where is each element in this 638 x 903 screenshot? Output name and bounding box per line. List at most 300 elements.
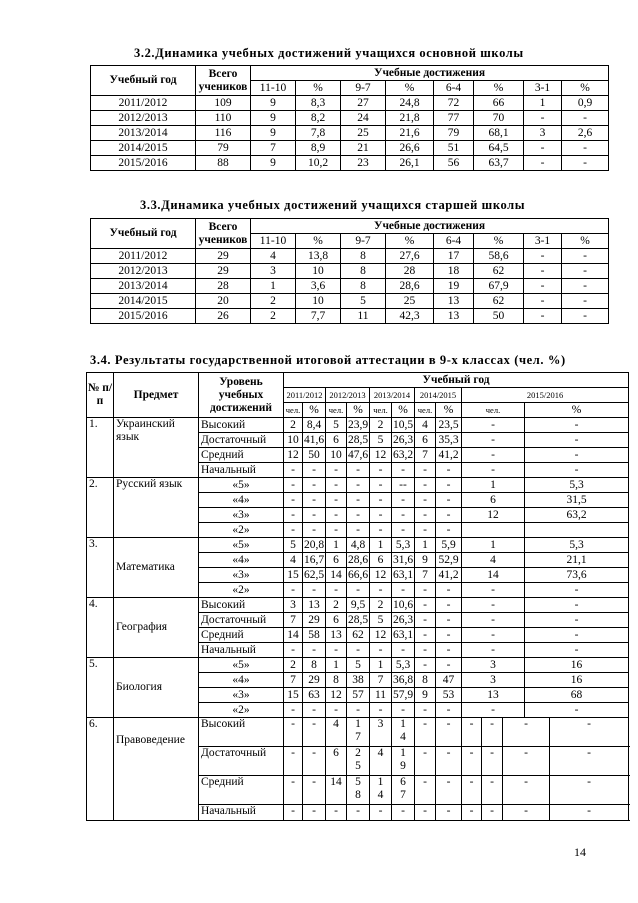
table-cell: 25 bbox=[386, 294, 434, 309]
value-cell: - bbox=[462, 448, 525, 463]
value-cell: 1 bbox=[370, 658, 392, 673]
table-cell: 19 bbox=[434, 279, 474, 294]
table-3-2-title: 3.2.Динамика учебных достижений учащихся основной школы bbox=[134, 46, 524, 60]
value-cell: - bbox=[462, 463, 525, 478]
value-cell: 57,9 bbox=[392, 688, 414, 701]
col-num-header: № п/п bbox=[87, 373, 114, 418]
value-cell: 38 bbox=[347, 673, 370, 688]
value-digit: - bbox=[469, 805, 474, 817]
value-cell: 6 bbox=[462, 493, 525, 508]
table-cell: 10,2 bbox=[296, 156, 341, 171]
value-cell: 12 bbox=[326, 688, 347, 703]
table-cell: - bbox=[562, 141, 609, 156]
value-cell bbox=[370, 805, 392, 821]
value-cell: 7 bbox=[284, 613, 303, 628]
value-digit: - bbox=[587, 747, 591, 759]
value-digit: - bbox=[312, 747, 316, 759]
sub-header-cell: 6-4 bbox=[434, 234, 474, 249]
table-cell: 21,8 bbox=[386, 111, 434, 126]
value-cell: 63,1 bbox=[392, 628, 414, 641]
year-header-cell: 2013/2014 bbox=[370, 388, 415, 403]
value-cell: - bbox=[415, 598, 436, 613]
sub-header-cell: % bbox=[474, 234, 524, 249]
value-cell: - bbox=[392, 523, 415, 538]
value-cell: - bbox=[370, 508, 392, 523]
value-digit: 8 bbox=[355, 789, 361, 801]
value-cell: - bbox=[392, 463, 415, 478]
table-cell: 51 bbox=[434, 141, 474, 156]
table-cell: 1 bbox=[524, 96, 562, 111]
value-digit: - bbox=[524, 747, 528, 759]
value-cell bbox=[550, 747, 629, 776]
table-cell: 2015/2016 bbox=[91, 309, 196, 324]
value-cell: 50 bbox=[303, 448, 326, 463]
level-cell: Высокий bbox=[199, 718, 284, 747]
value-cell: 7 bbox=[284, 673, 303, 688]
table-cell: 1 bbox=[251, 279, 296, 294]
value-cell: 26,3 bbox=[392, 433, 414, 446]
table-row bbox=[91, 264, 609, 279]
table-cell: 8 bbox=[341, 264, 386, 279]
value-cell: 11 bbox=[370, 688, 392, 703]
value-cell: - bbox=[415, 583, 436, 598]
value-cell: - bbox=[525, 433, 629, 448]
value-digit: - bbox=[291, 776, 295, 788]
table-cell: 70 bbox=[474, 111, 524, 126]
level-cell: «2» bbox=[199, 703, 284, 718]
value-cell: 23,5 bbox=[436, 418, 462, 433]
value-cell: 5 bbox=[326, 418, 347, 433]
value-cell: 47,6 bbox=[347, 448, 369, 461]
value-digit: - bbox=[291, 718, 295, 730]
table-cell: 28 bbox=[386, 264, 434, 279]
value-digit: 1 bbox=[355, 718, 361, 730]
level-cell: Достаточный bbox=[199, 747, 284, 776]
value-digit: - bbox=[378, 805, 383, 817]
value-digit: - bbox=[356, 805, 360, 817]
table-row bbox=[91, 279, 609, 294]
table-cell: 2 bbox=[251, 294, 296, 309]
value-cell: 9 bbox=[415, 688, 436, 703]
value-cell: 3 bbox=[284, 598, 303, 613]
value-cell bbox=[284, 776, 303, 805]
value-cell: 68 bbox=[525, 688, 629, 703]
value-cell: - bbox=[284, 493, 303, 508]
year-header-cell: 2011/2012 bbox=[284, 388, 326, 403]
table-cell: 20 bbox=[196, 294, 251, 309]
value-digit: - bbox=[312, 718, 316, 730]
table-cell: 25 bbox=[341, 126, 386, 141]
table-cell: 9 bbox=[251, 156, 296, 171]
value-cell: - bbox=[462, 583, 525, 598]
table-cell: 3,6 bbox=[296, 279, 341, 294]
value-cell: 12 bbox=[284, 448, 303, 463]
subject-name: Русский язык bbox=[114, 478, 199, 538]
col-year-header: Учебный год bbox=[91, 219, 196, 249]
value-cell: - bbox=[415, 493, 436, 508]
value-cell: - bbox=[284, 463, 303, 478]
value-cell: - bbox=[303, 478, 326, 493]
table-cell: 88 bbox=[196, 156, 251, 171]
value-cell bbox=[525, 523, 629, 538]
value-cell: 6 bbox=[415, 433, 436, 448]
sub-header-cell: % bbox=[296, 234, 341, 249]
value-cell bbox=[503, 805, 550, 821]
level-cell: Средний bbox=[199, 628, 284, 643]
value-digit: - bbox=[401, 805, 405, 817]
unit-chel-cell: чел. bbox=[415, 403, 436, 418]
table-cell: 28 bbox=[196, 279, 251, 294]
value-cell: 28,5 bbox=[347, 613, 369, 626]
table-3-3-title: 3.3.Динамика учебных достижений учащихся старшей школы bbox=[140, 198, 526, 212]
value-cell: - bbox=[415, 643, 436, 658]
value-cell bbox=[347, 776, 370, 805]
value-cell: - bbox=[284, 478, 303, 493]
value-cell: - bbox=[303, 508, 326, 523]
value-cell: - bbox=[303, 583, 326, 598]
table-cell: 29 bbox=[196, 264, 251, 279]
value-cell: 63,2 bbox=[525, 508, 629, 523]
value-cell: - bbox=[525, 598, 629, 613]
table-cell: - bbox=[562, 309, 609, 324]
value-cell: - bbox=[392, 703, 415, 718]
value-cell: - bbox=[415, 508, 436, 523]
value-cell: 13 bbox=[462, 688, 525, 703]
table-cell: - bbox=[562, 156, 609, 171]
value-cell bbox=[303, 776, 326, 805]
value-digit: - bbox=[312, 776, 316, 788]
table-cell: 27,6 bbox=[386, 249, 434, 264]
table-cell: 63,7 bbox=[474, 156, 524, 171]
value-cell: 8 bbox=[415, 673, 436, 688]
value-cell: 5 bbox=[370, 613, 392, 628]
table-cell: 24 bbox=[341, 111, 386, 126]
table-cell: - bbox=[524, 141, 562, 156]
level-cell: Начальный bbox=[199, 463, 284, 478]
table-cell: 2015/2016 bbox=[91, 156, 196, 171]
value-cell: - bbox=[303, 643, 326, 658]
unit-chel-cell: чел. bbox=[462, 403, 525, 418]
value-cell: - bbox=[392, 493, 415, 508]
level-cell: «4» bbox=[199, 673, 284, 688]
table-row bbox=[87, 418, 629, 433]
value-cell bbox=[284, 805, 303, 821]
value-cell: 31,5 bbox=[525, 493, 629, 508]
level-cell: «2» bbox=[199, 523, 284, 538]
value-cell: - bbox=[436, 463, 462, 478]
value-cell: 8 bbox=[326, 673, 347, 688]
value-cell bbox=[347, 718, 370, 747]
value-cell: - bbox=[326, 508, 347, 523]
value-cell: 8 bbox=[303, 658, 326, 673]
value-cell: 5,3 bbox=[392, 538, 415, 553]
value-digit: - bbox=[469, 747, 474, 759]
value-cell: - bbox=[436, 613, 462, 628]
value-cell bbox=[392, 747, 415, 776]
table-row bbox=[91, 249, 609, 264]
table-cell: 10 bbox=[296, 264, 341, 279]
value-cell: 47 bbox=[436, 673, 462, 688]
sub-header-cell: % bbox=[296, 81, 341, 96]
value-cell: 16 bbox=[525, 658, 629, 673]
value-cell: - bbox=[462, 598, 525, 613]
unit-chel-cell: чел. bbox=[370, 403, 392, 418]
year-header-cell: 2012/2013 bbox=[326, 388, 370, 403]
table-cell: - bbox=[524, 249, 562, 264]
value-digit: 4 bbox=[400, 731, 406, 743]
value-cell: 66,6 bbox=[347, 568, 369, 581]
value-cell: 1 bbox=[462, 478, 525, 493]
table-cell: 13 bbox=[434, 309, 474, 324]
table-cell: 79 bbox=[196, 141, 251, 156]
value-cell: - bbox=[415, 703, 436, 718]
value-digit: - bbox=[423, 805, 427, 817]
value-cell: - bbox=[436, 598, 462, 613]
value-cell: - bbox=[370, 583, 392, 598]
sub-header-cell: 3-1 bbox=[524, 81, 562, 96]
value-cell bbox=[462, 805, 482, 821]
subject-name: Украинский язык bbox=[114, 418, 199, 478]
value-cell bbox=[370, 776, 392, 805]
table-cell: 2014/2015 bbox=[91, 141, 196, 156]
value-cell bbox=[370, 747, 392, 776]
value-cell: 1 bbox=[415, 538, 436, 553]
value-cell bbox=[284, 747, 303, 776]
value-cell bbox=[370, 718, 392, 747]
value-cell: 41,2 bbox=[436, 448, 462, 463]
value-cell bbox=[284, 718, 303, 747]
value-cell: - bbox=[326, 583, 347, 598]
level-cell: Средний bbox=[199, 448, 284, 463]
table-cell: 2 bbox=[251, 309, 296, 324]
value-cell: - bbox=[326, 523, 347, 538]
value-cell bbox=[347, 805, 370, 821]
table-row bbox=[87, 658, 629, 673]
value-cell: - bbox=[525, 628, 629, 643]
value-cell: - bbox=[525, 613, 629, 628]
sub-header-cell: % bbox=[562, 234, 609, 249]
value-cell: 4,8 bbox=[347, 538, 370, 553]
value-cell bbox=[326, 718, 347, 747]
page-number: 14 bbox=[574, 845, 586, 859]
value-digit: - bbox=[312, 805, 316, 817]
unit-chel-cell: чел. bbox=[326, 403, 347, 418]
value-digit: - bbox=[524, 718, 528, 730]
value-cell: - bbox=[370, 493, 392, 508]
table-cell: - bbox=[562, 264, 609, 279]
value-cell: - bbox=[525, 418, 629, 433]
level-cell: «4» bbox=[199, 493, 284, 508]
col-year-header: Учебный год bbox=[91, 66, 196, 96]
table-cell: 23 bbox=[341, 156, 386, 171]
table-cell: 56 bbox=[434, 156, 474, 171]
value-cell: 41,2 bbox=[436, 568, 462, 583]
level-cell: Высокий bbox=[199, 418, 284, 433]
value-digit: 1 bbox=[377, 776, 384, 788]
table-cell: 11 bbox=[341, 309, 386, 324]
level-cell: Достаточный bbox=[199, 613, 284, 628]
table-cell: 9 bbox=[251, 126, 296, 141]
table-cell: 116 bbox=[196, 126, 251, 141]
col-achievements-header: Учебные достижения bbox=[251, 66, 609, 81]
value-cell: - bbox=[392, 643, 415, 658]
table-cell: 2014/2015 bbox=[91, 294, 196, 309]
value-cell bbox=[482, 776, 503, 805]
table-row bbox=[91, 126, 609, 141]
value-cell: - bbox=[462, 628, 525, 643]
value-cell: 73,6 bbox=[525, 568, 629, 583]
value-cell: - bbox=[347, 643, 370, 658]
value-digit: - bbox=[334, 805, 338, 817]
value-cell: - bbox=[326, 493, 347, 508]
value-cell: 1 bbox=[370, 538, 392, 553]
table-cell: 13 bbox=[434, 294, 474, 309]
value-cell: 7 bbox=[415, 448, 436, 463]
value-cell: 57 bbox=[347, 688, 370, 703]
value-cell: 3 bbox=[462, 673, 525, 688]
sub-header-cell: 3-1 bbox=[524, 234, 562, 249]
table-cell: 2012/2013 bbox=[91, 111, 196, 126]
value-cell: 63,1 bbox=[392, 568, 414, 581]
value-cell: 1 bbox=[326, 658, 347, 673]
unit-pct-cell: % bbox=[303, 403, 326, 418]
value-cell: 6 bbox=[326, 613, 347, 628]
table-cell: 7 bbox=[251, 141, 296, 156]
table-cell: 8,9 bbox=[296, 141, 341, 156]
value-cell bbox=[436, 776, 462, 805]
value-cell: - bbox=[370, 478, 392, 493]
table-cell: - bbox=[524, 264, 562, 279]
value-cell: - bbox=[436, 508, 462, 523]
value-cell: - bbox=[347, 523, 370, 538]
value-cell: 12 bbox=[370, 628, 392, 643]
table-cell: 2011/2012 bbox=[91, 249, 196, 264]
col-year-header: Учебный год bbox=[284, 373, 629, 388]
value-cell bbox=[436, 805, 462, 821]
table-cell: 4 bbox=[251, 249, 296, 264]
value-digit: - bbox=[490, 805, 494, 817]
value-cell: 5 bbox=[347, 658, 370, 673]
level-cell: Начальный bbox=[199, 643, 284, 658]
row-number: 1. bbox=[87, 418, 114, 478]
value-cell: 5,3 bbox=[525, 538, 629, 553]
value-cell bbox=[503, 718, 550, 747]
value-cell: 58 bbox=[303, 628, 326, 643]
table-cell: 26,6 bbox=[386, 141, 434, 156]
value-cell: 6 bbox=[370, 553, 392, 568]
value-cell: 4 bbox=[462, 553, 525, 568]
value-cell: 52,9 bbox=[436, 553, 462, 568]
value-cell: - bbox=[347, 703, 370, 718]
subject-name: Правоведение bbox=[114, 718, 199, 821]
table-cell: - bbox=[524, 156, 562, 171]
value-cell bbox=[415, 718, 436, 747]
value-cell bbox=[550, 776, 629, 805]
value-cell: 41,6 bbox=[303, 433, 325, 446]
sub-header-cell: 11-10 bbox=[251, 81, 296, 96]
table-3-2 bbox=[90, 65, 609, 171]
value-cell bbox=[462, 523, 525, 538]
value-cell: - bbox=[436, 523, 462, 538]
value-cell bbox=[550, 805, 629, 821]
sub-header-cell: 11-10 bbox=[251, 234, 296, 249]
value-cell: - bbox=[303, 523, 326, 538]
table-cell: 5 bbox=[341, 294, 386, 309]
value-cell: - bbox=[326, 643, 347, 658]
value-digit: - bbox=[524, 776, 528, 788]
table-cell: - bbox=[562, 249, 609, 264]
value-digit: - bbox=[524, 805, 528, 817]
subject-name: Биология bbox=[114, 658, 199, 718]
table-cell: 8,3 bbox=[296, 96, 341, 111]
value-cell: 15 bbox=[284, 568, 303, 583]
value-cell: 23,9 bbox=[347, 418, 369, 431]
value-digit: 5 bbox=[355, 776, 361, 788]
value-cell: 16 bbox=[525, 673, 629, 688]
value-digit: 9 bbox=[400, 760, 406, 772]
table-cell: 3 bbox=[524, 126, 562, 141]
value-digit: - bbox=[423, 747, 427, 759]
value-cell bbox=[550, 718, 629, 747]
value-cell: 13 bbox=[326, 628, 347, 643]
value-cell bbox=[482, 718, 503, 747]
value-cell bbox=[392, 776, 415, 805]
value-cell: 28,6 bbox=[347, 553, 369, 566]
unit-pct-cell: % bbox=[347, 403, 370, 418]
value-cell: 14 bbox=[462, 568, 525, 583]
value-cell: 62 bbox=[347, 628, 370, 643]
value-cell: - bbox=[326, 703, 347, 718]
value-digit: - bbox=[490, 718, 494, 730]
unit-pct-cell: % bbox=[525, 403, 629, 418]
table-row bbox=[91, 141, 609, 156]
table-cell: 27 bbox=[341, 96, 386, 111]
value-cell: - bbox=[436, 478, 462, 493]
table-cell: - bbox=[524, 111, 562, 126]
value-cell: 12 bbox=[370, 448, 392, 463]
table-cell: 2012/2013 bbox=[91, 264, 196, 279]
value-digit: - bbox=[446, 776, 451, 788]
value-cell: 14 bbox=[284, 628, 303, 643]
table-cell: 67,9 bbox=[474, 279, 524, 294]
value-cell: 7 bbox=[415, 568, 436, 583]
table-cell: 10 bbox=[296, 294, 341, 309]
table-cell: 2013/2014 bbox=[91, 126, 196, 141]
value-cell: - bbox=[370, 703, 392, 718]
value-cell: - bbox=[462, 613, 525, 628]
value-cell: 10,5 bbox=[392, 418, 414, 431]
table-cell: 62 bbox=[474, 294, 524, 309]
value-cell: 15 bbox=[284, 688, 303, 703]
value-cell: 9,5 bbox=[347, 598, 370, 613]
table-cell: 8 bbox=[341, 249, 386, 264]
value-cell: - bbox=[303, 703, 326, 718]
table-row bbox=[91, 96, 609, 111]
table-cell: 3 bbox=[251, 264, 296, 279]
table-row bbox=[91, 309, 609, 324]
value-cell: - bbox=[462, 703, 525, 718]
table-cell: 2011/2012 bbox=[91, 96, 196, 111]
value-cell: 12 bbox=[462, 508, 525, 523]
table-cell: 17 bbox=[434, 249, 474, 264]
table-cell: 62 bbox=[474, 264, 524, 279]
value-cell: - bbox=[303, 463, 326, 478]
value-cell: - bbox=[370, 643, 392, 658]
value-digit: 6 bbox=[333, 747, 339, 759]
table-row bbox=[91, 111, 609, 126]
value-cell: 20,8 bbox=[303, 538, 325, 551]
unit-chel-cell: чел. bbox=[284, 403, 303, 418]
